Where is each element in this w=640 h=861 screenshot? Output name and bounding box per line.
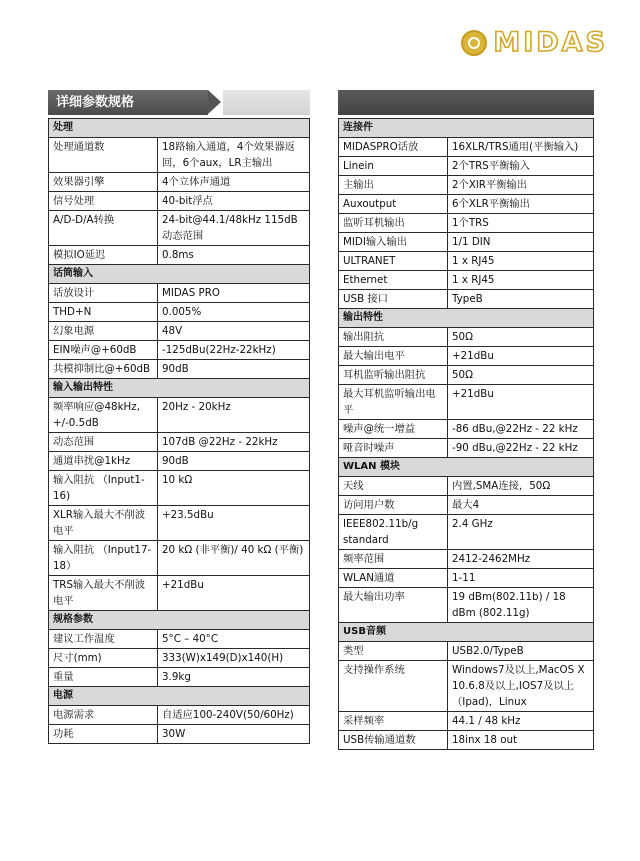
- spec-row: [49, 541, 310, 576]
- spec-row: [339, 176, 594, 195]
- section-header: [49, 265, 310, 284]
- spec-value: 2.4 GHz: [448, 515, 594, 550]
- spec-value: 30W: [158, 725, 310, 744]
- spec-value: 1个TRS: [448, 214, 594, 233]
- spec-label: 最大输出功率: [339, 588, 448, 623]
- spec-label: 输出阻抗: [339, 328, 448, 347]
- spec-row: [49, 211, 310, 246]
- spec-label: 频率响应@48kHz, +/-0.5dB: [49, 398, 158, 433]
- spec-label: TRS输入最大不削波电平: [49, 576, 158, 611]
- spec-row: [339, 420, 594, 439]
- spec-value: +21dBu: [448, 347, 594, 366]
- spec-value: 16XLR/TRS通用(平衡输入): [448, 138, 594, 157]
- spec-row: [339, 214, 594, 233]
- spec-row: [339, 477, 594, 496]
- spec-label: 重量: [49, 668, 158, 687]
- spec-value: +23.5dBu: [158, 506, 310, 541]
- midas-logo: [461, 27, 608, 58]
- section-header: [49, 119, 310, 138]
- right-spec-table: [338, 118, 594, 750]
- spec-value: 内置,SMA连接，50Ω: [448, 477, 594, 496]
- spec-value: 50Ω: [448, 366, 594, 385]
- spec-value: 2个TRS平衡输入: [448, 157, 594, 176]
- right-spec-column: [338, 90, 594, 750]
- section-title: 处理: [49, 119, 310, 138]
- spec-row: [339, 439, 594, 458]
- spec-row: [339, 496, 594, 515]
- spec-value: -90 dBu,@22Hz - 22 kHz: [448, 439, 594, 458]
- spec-label: 处理通道数: [49, 138, 158, 173]
- spec-label: A/D-D/A转换: [49, 211, 158, 246]
- spec-label: 输入阻抗 （Input17-18）: [49, 541, 158, 576]
- spec-label: 动态范围: [49, 433, 158, 452]
- left-banner: [48, 90, 310, 115]
- spec-value: -125dBu(22Hz-22kHz): [158, 341, 310, 360]
- section-title: 电源: [49, 687, 310, 706]
- spec-label: 最大耳机监听输出电平: [339, 385, 448, 420]
- spec-label: USB传输通道数: [339, 731, 448, 750]
- spec-label: 信号处理: [49, 192, 158, 211]
- midas-emblem-icon: [461, 30, 487, 56]
- spec-row: [49, 173, 310, 192]
- spec-label: 采样频率: [339, 712, 448, 731]
- spec-row: [49, 649, 310, 668]
- spec-label: 共模抑制比@+60dB: [49, 360, 158, 379]
- section-title: 输入输出特性: [49, 379, 310, 398]
- section-header: [49, 379, 310, 398]
- spec-row: [49, 725, 310, 744]
- section-header: [49, 611, 310, 630]
- spec-value: TypeB: [448, 290, 594, 309]
- spec-row: [49, 576, 310, 611]
- spec-value: USB2.0/TypeB: [448, 642, 594, 661]
- spec-row: [49, 506, 310, 541]
- spec-value: 90dB: [158, 452, 310, 471]
- spec-label: 通道串扰@1kHz: [49, 452, 158, 471]
- spec-value: 20 kΩ (非平衡)/ 40 kΩ (平衡): [158, 541, 310, 576]
- spec-value: 10 kΩ: [158, 471, 310, 506]
- spec-row: [339, 347, 594, 366]
- spec-row: [339, 138, 594, 157]
- spec-label: THD+N: [49, 303, 158, 322]
- spec-label: 噪声@统一增益: [339, 420, 448, 439]
- spec-row: [339, 290, 594, 309]
- spec-value: 0.005%: [158, 303, 310, 322]
- spec-row: [339, 252, 594, 271]
- spec-row: [339, 271, 594, 290]
- spec-label: EIN噪声@+60dB: [49, 341, 158, 360]
- spec-value: 最大4: [448, 496, 594, 515]
- section-header: [339, 119, 594, 138]
- spec-value: +21dBu: [158, 576, 310, 611]
- spec-value: 90dB: [158, 360, 310, 379]
- spec-label: 模拟IO延迟: [49, 246, 158, 265]
- spec-label: MIDASPRO话放: [339, 138, 448, 157]
- spec-row: [49, 138, 310, 173]
- spec-row: [339, 642, 594, 661]
- spec-value: Windows7及以上,MacOS X 10.6.8及以上,IOS7及以上（Ipad)，Linux: [448, 661, 594, 712]
- spec-row: [49, 433, 310, 452]
- spec-value: 1/1 DIN: [448, 233, 594, 252]
- spec-row: [339, 731, 594, 750]
- spec-label: 监听耳机输出: [339, 214, 448, 233]
- spec-value: 50Ω: [448, 328, 594, 347]
- spec-value: 3.9kg: [158, 668, 310, 687]
- spec-row: [49, 398, 310, 433]
- section-header: [339, 309, 594, 328]
- spec-value: 5°C – 40°C: [158, 630, 310, 649]
- spec-label: 访问用户数: [339, 496, 448, 515]
- banner-title: 详细参数规格: [48, 90, 208, 115]
- spec-row: [339, 588, 594, 623]
- spec-label: USB 接口: [339, 290, 448, 309]
- spec-row: [49, 668, 310, 687]
- spec-label: XLR输入最大不削波电平: [49, 506, 158, 541]
- spec-label: MIDI输入输出: [339, 233, 448, 252]
- spec-value: 0.8ms: [158, 246, 310, 265]
- spec-value: 48V: [158, 322, 310, 341]
- spec-row: [49, 452, 310, 471]
- section-title: 规格参数: [49, 611, 310, 630]
- section-title: USB音频: [339, 623, 594, 642]
- spec-label: 支持操作系统: [339, 661, 448, 712]
- spec-value: 40-bit浮点: [158, 192, 310, 211]
- spec-label: 幻象电源: [49, 322, 158, 341]
- spec-label: 电源需求: [49, 706, 158, 725]
- spec-value: 1-11: [448, 569, 594, 588]
- spec-label: ULTRANET: [339, 252, 448, 271]
- spec-row: [339, 233, 594, 252]
- spec-value: +21dBu: [448, 385, 594, 420]
- spec-row: [339, 328, 594, 347]
- spec-value: 44.1 / 48 kHz: [448, 712, 594, 731]
- spec-row: [49, 246, 310, 265]
- spec-label: 哑音时噪声: [339, 439, 448, 458]
- spec-label: 类型: [339, 642, 448, 661]
- spec-label: 尺寸(mm): [49, 649, 158, 668]
- spec-label: Ethernet: [339, 271, 448, 290]
- spec-value: 1 x RJ45: [448, 252, 594, 271]
- right-banner: [338, 90, 594, 115]
- spec-label: 建议工作温度: [49, 630, 158, 649]
- spec-label: 天线: [339, 477, 448, 496]
- section-header: [339, 458, 594, 477]
- spec-row: [339, 712, 594, 731]
- spec-value: 20Hz - 20kHz: [158, 398, 310, 433]
- section-title: 连接件: [339, 119, 594, 138]
- spec-row: [49, 303, 310, 322]
- spec-label: 效果器引擎: [49, 173, 158, 192]
- spec-row: [49, 322, 310, 341]
- spec-label: 耳机监听输出阻抗: [339, 366, 448, 385]
- spec-label: 频率范围: [339, 550, 448, 569]
- spec-row: [339, 385, 594, 420]
- spec-row: [339, 550, 594, 569]
- section-header: [49, 687, 310, 706]
- spec-value: 333(W)x149(D)x140(H): [158, 649, 310, 668]
- left-spec-column: [48, 90, 310, 744]
- spec-label: 主输出: [339, 176, 448, 195]
- spec-value: -86 dBu,@22Hz - 22 kHz: [448, 420, 594, 439]
- spec-row: [339, 661, 594, 712]
- spec-label: 功耗: [49, 725, 158, 744]
- spec-value: 1 x RJ45: [448, 271, 594, 290]
- spec-value: 自适应100-240V(50/60Hz): [158, 706, 310, 725]
- spec-label: Auxoutput: [339, 195, 448, 214]
- spec-label: 话放设计: [49, 284, 158, 303]
- spec-row: [49, 630, 310, 649]
- section-title: WLAN 模块: [339, 458, 594, 477]
- spec-row: [339, 366, 594, 385]
- logo-text: MIDAS: [493, 27, 608, 58]
- spec-row: [49, 706, 310, 725]
- spec-label: Linein: [339, 157, 448, 176]
- spec-row: [339, 515, 594, 550]
- spec-label: WLAN通道: [339, 569, 448, 588]
- spec-value: 24-bit@44.1/48kHz 115dB动态范围: [158, 211, 310, 246]
- spec-row: [49, 192, 310, 211]
- spec-value: 19 dBm(802.11b) / 18 dBm (802.11g): [448, 588, 594, 623]
- section-header: [339, 623, 594, 642]
- spec-value: MIDAS PRO: [158, 284, 310, 303]
- banner-fill: [223, 90, 310, 115]
- spec-row: [49, 284, 310, 303]
- spec-row: [339, 195, 594, 214]
- left-spec-table: [48, 118, 310, 744]
- spec-value: 6个XLR平衡输出: [448, 195, 594, 214]
- spec-value: 2412-2462MHz: [448, 550, 594, 569]
- spec-row: [49, 471, 310, 506]
- spec-value: 18路输入通道，4个效果器返回，6个aux，LR主输出: [158, 138, 310, 173]
- spec-row: [339, 157, 594, 176]
- spec-value: 107dB @22Hz - 22kHz: [158, 433, 310, 452]
- spec-row: [49, 341, 310, 360]
- spec-value: 18inx 18 out: [448, 731, 594, 750]
- spec-label: 最大输出电平: [339, 347, 448, 366]
- section-title: 输出特性: [339, 309, 594, 328]
- spec-label: IEEE802.11b/g standard: [339, 515, 448, 550]
- spec-row: [339, 569, 594, 588]
- spec-row: [49, 360, 310, 379]
- spec-label: 输入阻抗 （Input1-16): [49, 471, 158, 506]
- spec-value: 2个XlR平衡输出: [448, 176, 594, 195]
- spec-value: 4个立体声通道: [158, 173, 310, 192]
- section-title: 话筒输入: [49, 265, 310, 284]
- page-header: [0, 0, 640, 70]
